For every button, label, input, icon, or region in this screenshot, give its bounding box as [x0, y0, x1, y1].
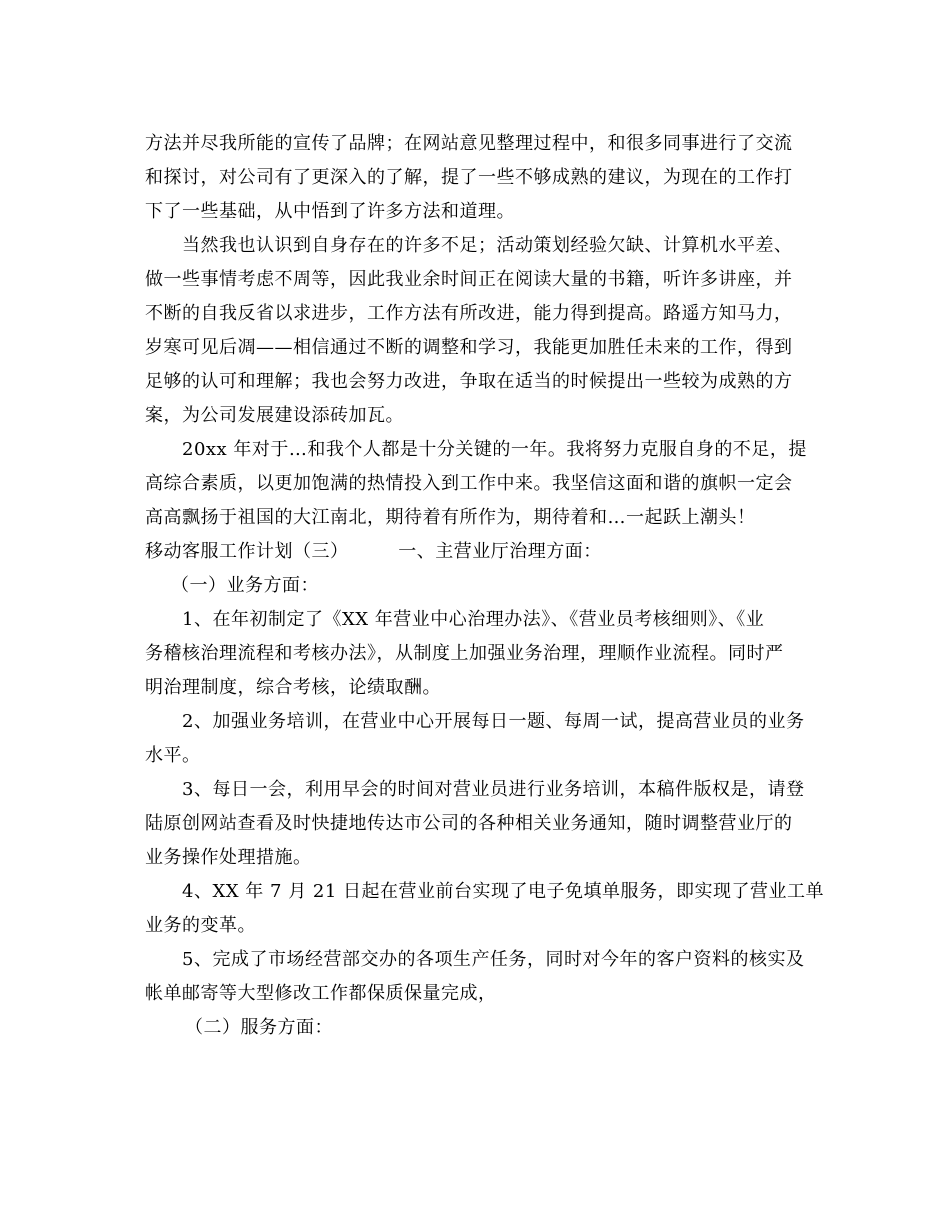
- text-line: 不断的自我反省以求进步，工作方法有所改进，能力得到提高。路遥方知马力，: [145, 303, 793, 324]
- text-line: 业务操作处理措施。: [145, 847, 312, 868]
- text-line: 案，为公司发展建设添砖加瓦。: [145, 405, 404, 426]
- text-line: 足够的认可和理解；我也会努力改进，争取在适当的时候提出一些较为成熟的方: [145, 371, 793, 392]
- text-line: 下了一些基础，从中悟到了许多方法和道理。: [145, 201, 515, 222]
- text-line: 明治理制度，综合考核，论绩取酬。: [145, 677, 441, 698]
- text-line: 方法并尽我所能的宣传了品牌；在网站意见整理过程中，和很多同事进行了交流: [145, 133, 793, 154]
- list-item-line: 1、在年初制定了《XX 年营业中心治理办法》、《营业员考核细则》、《业: [182, 609, 765, 630]
- text-line: 业务的变革。: [145, 915, 256, 936]
- subsection-heading: （一）业务方面：: [171, 575, 319, 596]
- text-line: 做一些事情考虑不周等，因此我业余时间正在阅读大量的书籍，听许多讲座，并: [145, 269, 793, 290]
- text-line: 高高飘扬于祖国的大江南北，期待着有所作为，期待着和…一起跃上潮头！: [145, 507, 756, 528]
- text-line: 岁寒可见后凋——相信通过不断的调整和学习，我能更加胜任未来的工作，得到: [145, 337, 793, 358]
- list-item-line: 5、完成了市场经营部交办的各项生产任务，同时对今年的客户资料的核实及: [182, 949, 805, 970]
- text-line: 高综合素质，以更加饱满的热情投入到工作中来。我坚信这面和谐的旗帜一定会: [145, 473, 793, 494]
- text-line: 务稽核治理流程和考核办法》，从制度上加强业务治理，理顺作业流程。同时严: [145, 643, 784, 664]
- document-body: [145, 127, 825, 1045]
- paragraph-start-line: 20xx 年对于…和我个人都是十分关键的一年。我将努力克服自身的不足，提: [182, 439, 807, 460]
- list-item-line: 3、每日一会，利用早会的时间对营业员进行业务培训，本稿件版权是，请登: [182, 779, 805, 800]
- text-line: 陆原创网站查看及时快捷地传达市公司的各种相关业务通知，随时调整营业厅的: [145, 813, 793, 834]
- subsection-heading: （二）服务方面：: [185, 1017, 333, 1038]
- list-item-line: 4、XX 年 7 月 21 日起在营业前台实现了电子免填单服务，即实现了营业工单: [182, 881, 825, 902]
- text-line: 和探讨，对公司有了更深入的了解，提了一些不够成熟的建议，为现在的工作打: [145, 167, 793, 188]
- section-heading: 移动客服工作计划（三） 一、主营业厅治理方面：: [145, 541, 602, 562]
- text-line: 帐单邮寄等大型修改工作都保质保量完成，: [145, 983, 497, 1004]
- text-line: 水平。: [145, 745, 201, 766]
- list-item-line: 2、加强业务培训，在营业中心开展每日一题、每周一试，提高营业员的业务: [182, 711, 805, 732]
- paragraph-start-line: 当然我也认识到自身存在的许多不足；活动策划经验欠缺、计算机水平差、: [182, 235, 793, 256]
